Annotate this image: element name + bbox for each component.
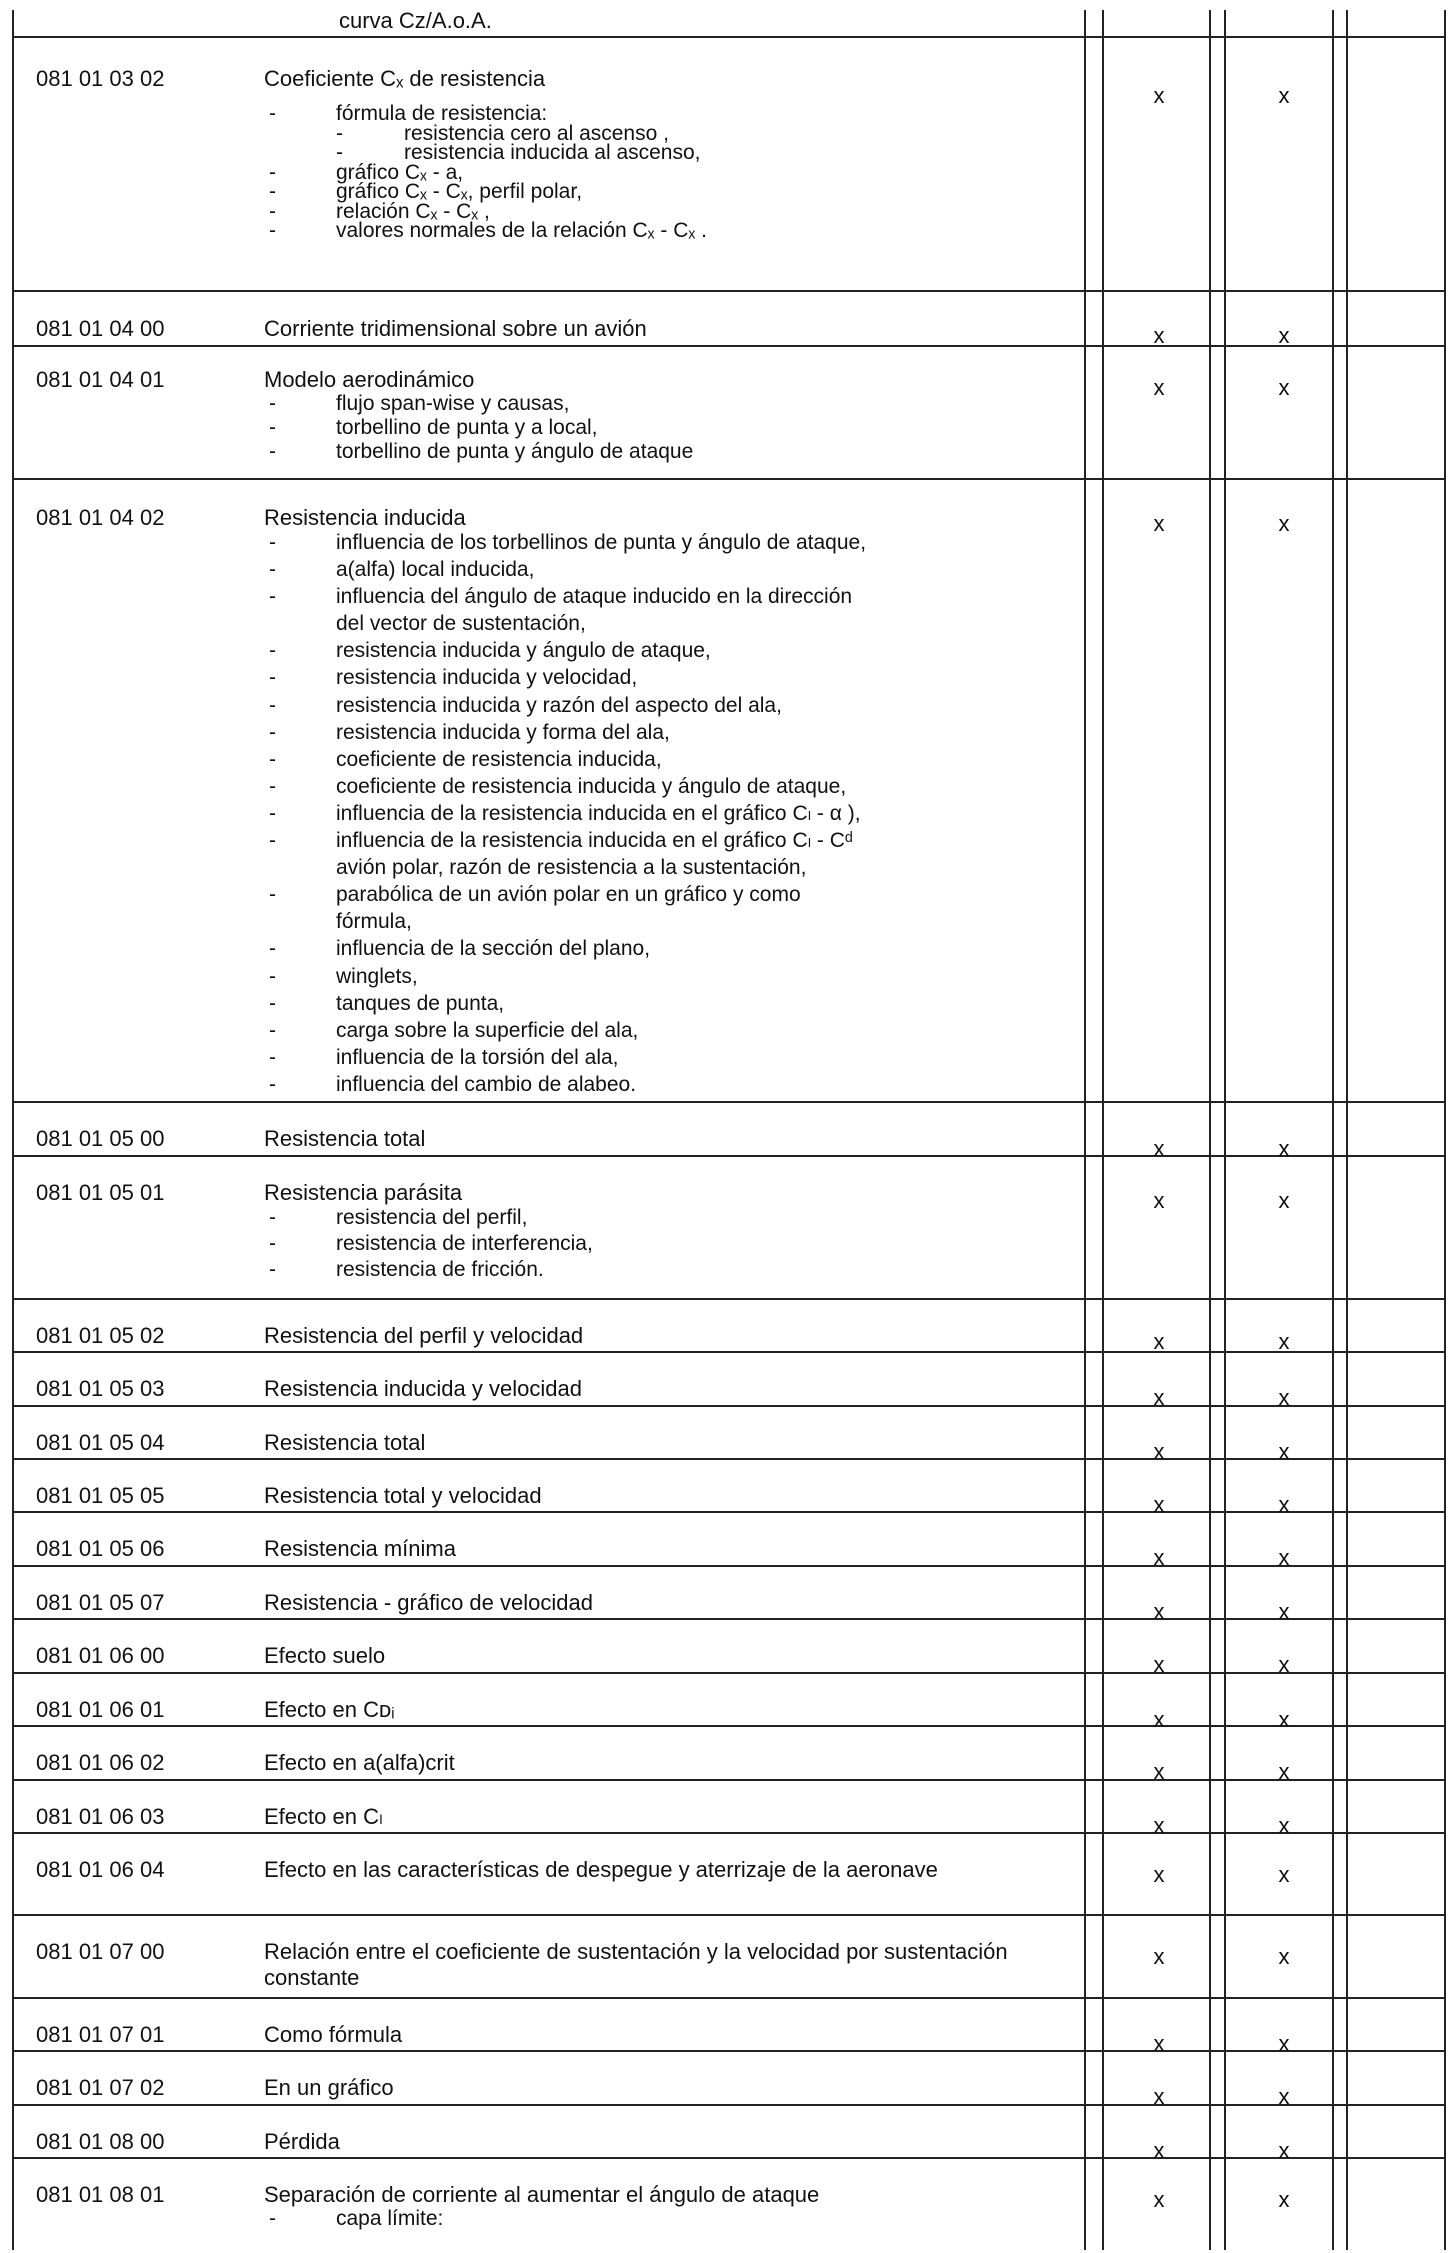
table-row bbox=[14, 2104, 1444, 2163]
bullet-dash: - bbox=[269, 392, 276, 415]
list-item bbox=[264, 881, 801, 908]
applicability-mark-1: x bbox=[1153, 1329, 1165, 1354]
row-title: Resistencia total y velocidad bbox=[264, 1483, 542, 1508]
bullet-dash: - bbox=[269, 558, 276, 582]
bullet-dash: - bbox=[269, 747, 276, 771]
row-title: Modelo aerodinámico bbox=[264, 367, 475, 392]
bullet-dash: - bbox=[269, 1258, 276, 1281]
applicability-mark-1: x bbox=[1153, 323, 1165, 348]
applicability-mark-1: x bbox=[1153, 2138, 1165, 2163]
list-item-text: relación Cₓ - Cₓ , bbox=[336, 199, 490, 223]
applicability-mark-2: x bbox=[1278, 2084, 1290, 2109]
list-item-text: resistencia inducida al ascenso, bbox=[404, 141, 701, 164]
list-item bbox=[264, 1017, 794, 1044]
applicability-mark-1: x bbox=[1153, 1439, 1165, 1464]
applicability-mark-1: x bbox=[1153, 1759, 1165, 1784]
list-item-text: fórmula, bbox=[336, 910, 412, 934]
applicability-mark-1: x bbox=[1153, 83, 1165, 108]
list-item-text: flujo span-wise y causas, bbox=[336, 392, 570, 415]
list-item-text: influencia del cambio de alabeo. bbox=[336, 1072, 637, 1096]
bullet-dash: - bbox=[269, 2207, 276, 2230]
list-item-text: influencia de la resistencia inducida en el gráfico Cₗ - α ), bbox=[336, 801, 861, 825]
applicability-mark-1: x bbox=[1153, 375, 1165, 400]
bullet-dash: - bbox=[269, 937, 276, 961]
bullet-dash: - bbox=[269, 720, 276, 744]
bullet-dash: - bbox=[269, 102, 276, 125]
list-item-text: del vector de sustentación, bbox=[336, 612, 586, 636]
applicability-mark-2: x bbox=[1278, 83, 1290, 108]
list-item bbox=[264, 963, 794, 990]
list-item bbox=[264, 392, 621, 416]
row-title: Separación de corriente al aumentar el ángulo de ataque bbox=[264, 2182, 820, 2207]
list-item bbox=[264, 664, 794, 691]
list-item-text: capa límite: bbox=[336, 2207, 444, 2230]
list-item-text: influencia de la sección del plano, bbox=[336, 937, 651, 961]
list-item bbox=[264, 1231, 593, 1257]
applicability-mark-1: x bbox=[1153, 2031, 1165, 2056]
table-row bbox=[14, 1914, 1444, 1999]
bullet-list bbox=[264, 392, 694, 464]
bullet-dash: - bbox=[269, 585, 276, 609]
row-title: Efecto en a(alfa)crit bbox=[264, 1750, 455, 1775]
row-code: 081 01 04 02 bbox=[36, 505, 165, 530]
row-code: 081 01 06 04 bbox=[36, 1857, 165, 1882]
row-title: Resistencia del perfil y velocidad bbox=[264, 1323, 584, 1348]
applicability-mark-2: x bbox=[1278, 1545, 1290, 1570]
row-code: 081 01 05 01 bbox=[36, 1180, 165, 1205]
list-item bbox=[264, 692, 794, 719]
list-item-text: gráfico Cₓ - Cₓ, perfil polar, bbox=[336, 180, 583, 203]
row-code: 081 01 06 02 bbox=[36, 1750, 165, 1775]
row-title: Resistencia inducida bbox=[264, 505, 466, 530]
bullet-list bbox=[264, 2207, 444, 2231]
bullet-dash: - bbox=[269, 774, 276, 798]
applicability-mark-2: x bbox=[1278, 1492, 1290, 1517]
row-title: Resistencia inducida y velocidad bbox=[264, 1376, 582, 1401]
applicability-mark-1: x bbox=[1153, 1944, 1165, 1969]
table-row bbox=[14, 1351, 1444, 1410]
row-title: Corriente tridimensional sobre un avión bbox=[264, 316, 647, 341]
bullet-dash: - bbox=[336, 121, 343, 145]
table-row-top bbox=[14, 10, 1444, 38]
bullet-dash: - bbox=[269, 639, 276, 663]
applicability-mark-2: x bbox=[1278, 1188, 1290, 1213]
list-item bbox=[264, 583, 853, 610]
list-item bbox=[264, 773, 847, 800]
applicability-mark-2: x bbox=[1278, 323, 1290, 348]
row-code: 081 01 06 00 bbox=[36, 1643, 165, 1668]
applicability-mark-1: x bbox=[1153, 1652, 1165, 1677]
list-item bbox=[264, 219, 707, 242]
list-item-text: tanques de punta, bbox=[336, 991, 505, 1015]
list-item-text: torbellino de punta y a local, bbox=[336, 416, 598, 439]
applicability-mark-2: x bbox=[1278, 1385, 1290, 1410]
table-row bbox=[14, 2050, 1444, 2109]
bullet-list bbox=[264, 1205, 593, 1283]
row-title: Relación entre el coeficiente de sustentación y la velocidad por sustentación constante bbox=[264, 1939, 1008, 1990]
list-item-text: resistencia inducida y velocidad, bbox=[336, 666, 638, 690]
row-title: Efecto en las características de despegue y aterrizaje de la aeronave bbox=[264, 1857, 938, 1882]
row-code: 081 01 03 02 bbox=[36, 66, 165, 91]
applicability-mark-1: x bbox=[1153, 1862, 1165, 1887]
applicability-mark-2: x bbox=[1278, 1652, 1290, 1677]
applicability-mark-2: x bbox=[1278, 1599, 1290, 1624]
table-row bbox=[14, 1511, 1444, 1570]
row-title: Efecto en Cₗ bbox=[264, 1804, 383, 1829]
list-item-text: carga sobre la superficie del ala, bbox=[336, 1018, 639, 1042]
table-row bbox=[14, 478, 1444, 1103]
table-row bbox=[14, 1997, 1444, 2056]
table-row bbox=[14, 290, 1444, 347]
row-code: 081 01 06 01 bbox=[36, 1697, 165, 1722]
table-row bbox=[14, 1101, 1444, 1161]
row-code: 081 01 05 03 bbox=[36, 1376, 165, 1401]
row-code: 081 01 04 00 bbox=[36, 316, 165, 341]
list-item bbox=[264, 746, 794, 773]
bullet-dash: - bbox=[269, 964, 276, 988]
list-item-text: torbellino de punta y ángulo de ataque bbox=[336, 440, 694, 463]
list-item bbox=[264, 416, 621, 440]
list-item bbox=[264, 800, 861, 827]
list-item bbox=[264, 719, 794, 746]
applicability-mark-2: x bbox=[1278, 1813, 1290, 1838]
applicability-mark-1: x bbox=[1153, 1136, 1165, 1161]
list-item bbox=[264, 854, 807, 881]
list-item-text: resistencia del perfil, bbox=[336, 1206, 528, 1229]
list-item bbox=[264, 2207, 444, 2231]
table-row bbox=[14, 345, 1444, 480]
list-item bbox=[264, 1044, 794, 1071]
row-title: Resistencia parásita bbox=[264, 1180, 463, 1205]
bullet-dash: - bbox=[269, 1232, 276, 1255]
top-row-text: curva Cz/A.o.A. bbox=[339, 8, 492, 33]
applicability-mark-1: x bbox=[1153, 1599, 1165, 1624]
applicability-mark-1: x bbox=[1153, 2187, 1165, 2212]
bullet-dash: - bbox=[269, 180, 276, 203]
list-item-text: resistencia inducida y ángulo de ataque, bbox=[336, 639, 711, 663]
row-title: Resistencia total bbox=[264, 1126, 426, 1151]
applicability-mark-1: x bbox=[1153, 1813, 1165, 1838]
bullet-dash: - bbox=[269, 693, 276, 717]
list-item-text: resistencia cero al ascenso , bbox=[404, 121, 669, 145]
row-title: Resistencia total bbox=[264, 1430, 426, 1455]
list-item-text: coeficiente de resistencia inducida, bbox=[336, 747, 662, 771]
row-title: Efecto suelo bbox=[264, 1643, 386, 1668]
bullet-dash: - bbox=[269, 991, 276, 1015]
row-code: 081 01 07 01 bbox=[36, 2022, 165, 2047]
table-row bbox=[14, 1725, 1444, 1784]
bullet-dash: - bbox=[269, 1045, 276, 1069]
list-item-text: avión polar, razón de resistencia a la sustentación, bbox=[336, 856, 807, 880]
table-row bbox=[14, 1155, 1444, 1300]
applicability-mark-2: x bbox=[1278, 1707, 1290, 1732]
applicability-mark-2: x bbox=[1278, 1329, 1290, 1354]
list-item-text: coeficiente de resistencia inducida y ángulo de ataque, bbox=[336, 774, 847, 798]
list-item-text: influencia de la resistencia inducida en el gráfico Cₗ - Cᵈ bbox=[336, 829, 853, 853]
list-item-text: valores normales de la relación Cₓ - Cₓ . bbox=[336, 219, 707, 242]
row-title: Como fórmula bbox=[264, 2022, 403, 2047]
list-item bbox=[264, 556, 794, 583]
list-item bbox=[264, 529, 867, 556]
table-row bbox=[14, 1618, 1444, 1677]
applicability-mark-2: x bbox=[1278, 1944, 1290, 1969]
bullet-dash: - bbox=[269, 1072, 276, 1096]
table-row bbox=[14, 1832, 1444, 1916]
bullet-dash: - bbox=[269, 1018, 276, 1042]
applicability-mark-2: x bbox=[1278, 2138, 1290, 2163]
row-code: 081 01 05 00 bbox=[36, 1126, 165, 1151]
list-item-text: resistencia de fricción. bbox=[336, 1258, 544, 1281]
list-item-text: parabólica de un avión polar en un gráfico y como bbox=[336, 883, 801, 907]
bullet-dash: - bbox=[269, 666, 276, 690]
table-row bbox=[14, 2157, 1444, 2250]
applicability-mark-2: x bbox=[1278, 2187, 1290, 2212]
list-item bbox=[264, 610, 794, 637]
table-row bbox=[14, 38, 1444, 292]
table-row bbox=[14, 1565, 1444, 1624]
applicability-mark-2: x bbox=[1278, 375, 1290, 400]
table-row bbox=[14, 1672, 1444, 1732]
list-item bbox=[264, 141, 701, 164]
table-row bbox=[14, 1458, 1444, 1517]
table-row bbox=[14, 1779, 1444, 1838]
applicability-mark-2: x bbox=[1278, 511, 1290, 536]
applicability-mark-2: x bbox=[1278, 1759, 1290, 1784]
applicability-mark-1: x bbox=[1153, 1188, 1165, 1213]
row-code: 081 01 05 04 bbox=[36, 1430, 165, 1455]
bullet-dash: - bbox=[269, 531, 276, 554]
row-code: 081 01 06 03 bbox=[36, 1804, 165, 1829]
applicability-mark-1: x bbox=[1153, 1545, 1165, 1570]
row-title: Pérdida bbox=[264, 2129, 340, 2154]
list-item-text: winglets, bbox=[336, 964, 418, 988]
list-item bbox=[264, 637, 794, 664]
row-code: 081 01 05 05 bbox=[36, 1483, 165, 1508]
row-code: 081 01 08 00 bbox=[36, 2129, 165, 2154]
list-item bbox=[264, 182, 635, 202]
bullet-dash: - bbox=[269, 829, 276, 853]
list-item bbox=[264, 440, 694, 464]
applicability-mark-1: x bbox=[1153, 511, 1165, 536]
bullet-dash: - bbox=[269, 801, 276, 825]
list-item bbox=[264, 990, 794, 1017]
row-title: Resistencia mínima bbox=[264, 1536, 456, 1561]
applicability-mark-1: x bbox=[1153, 1385, 1165, 1410]
list-item bbox=[264, 935, 794, 962]
bullet-dash: - bbox=[269, 160, 276, 184]
list-item bbox=[264, 908, 794, 935]
table-row bbox=[14, 1405, 1444, 1464]
list-item bbox=[264, 1257, 544, 1283]
applicability-mark-2: x bbox=[1278, 1439, 1290, 1464]
row-code: 081 01 04 01 bbox=[36, 367, 165, 392]
bullet-dash: - bbox=[269, 1206, 276, 1229]
row-title: Resistencia - gráfico de velocidad bbox=[264, 1590, 593, 1615]
list-item-text: gráfico Cₓ - a, bbox=[336, 160, 464, 184]
bullet-dash: - bbox=[269, 883, 276, 907]
list-item bbox=[264, 104, 635, 124]
bullet-list bbox=[264, 102, 707, 242]
list-item-text: influencia de la torsión del ala, bbox=[336, 1045, 619, 1069]
row-code: 081 01 08 01 bbox=[36, 2182, 165, 2207]
applicability-mark-1: x bbox=[1153, 2084, 1165, 2109]
syllabus-table bbox=[12, 10, 1446, 2250]
applicability-mark-1: x bbox=[1153, 1707, 1165, 1732]
list-item-text: resistencia inducida y razón del aspecto del ala, bbox=[336, 693, 782, 717]
applicability-mark-2: x bbox=[1278, 1862, 1290, 1887]
row-code: 081 01 05 02 bbox=[36, 1323, 165, 1348]
row-title: Coeficiente Cₓ de resistencia bbox=[264, 66, 546, 91]
row-code: 081 01 07 00 bbox=[36, 1939, 165, 1964]
list-item-text: resistencia inducida y forma del ala, bbox=[336, 720, 670, 744]
bullet-dash: - bbox=[269, 219, 276, 242]
bullet-dash: - bbox=[269, 199, 276, 223]
list-item bbox=[264, 1205, 528, 1231]
applicability-mark-1: x bbox=[1153, 1492, 1165, 1517]
list-item bbox=[264, 827, 853, 854]
row-title: En un gráfico bbox=[264, 2075, 394, 2100]
list-item-text: a(alfa) local inducida, bbox=[336, 558, 535, 582]
bullet-dash: - bbox=[269, 416, 276, 439]
bullet-dash: - bbox=[336, 141, 343, 164]
bullet-dash: - bbox=[269, 440, 276, 463]
list-item-text: influencia de los torbellinos de punta y ángulo de ataque, bbox=[336, 531, 867, 554]
list-item-text: resistencia de interferencia, bbox=[336, 1232, 593, 1255]
list-item bbox=[264, 1071, 794, 1098]
applicability-mark-2: x bbox=[1278, 2031, 1290, 2056]
row-code: 081 01 07 02 bbox=[36, 2075, 165, 2100]
row-code: 081 01 05 07 bbox=[36, 1590, 165, 1615]
applicability-mark-2: x bbox=[1278, 1136, 1290, 1161]
bullet-list bbox=[264, 529, 867, 1098]
table-row bbox=[14, 1298, 1444, 1353]
list-item-text: influencia del ángulo de ataque inducido en la dirección bbox=[336, 585, 853, 609]
row-title: Efecto en Cᴅᵢ bbox=[264, 1697, 395, 1722]
list-item-text: fórmula de resistencia: bbox=[336, 102, 548, 125]
row-code: 081 01 05 06 bbox=[36, 1536, 165, 1561]
